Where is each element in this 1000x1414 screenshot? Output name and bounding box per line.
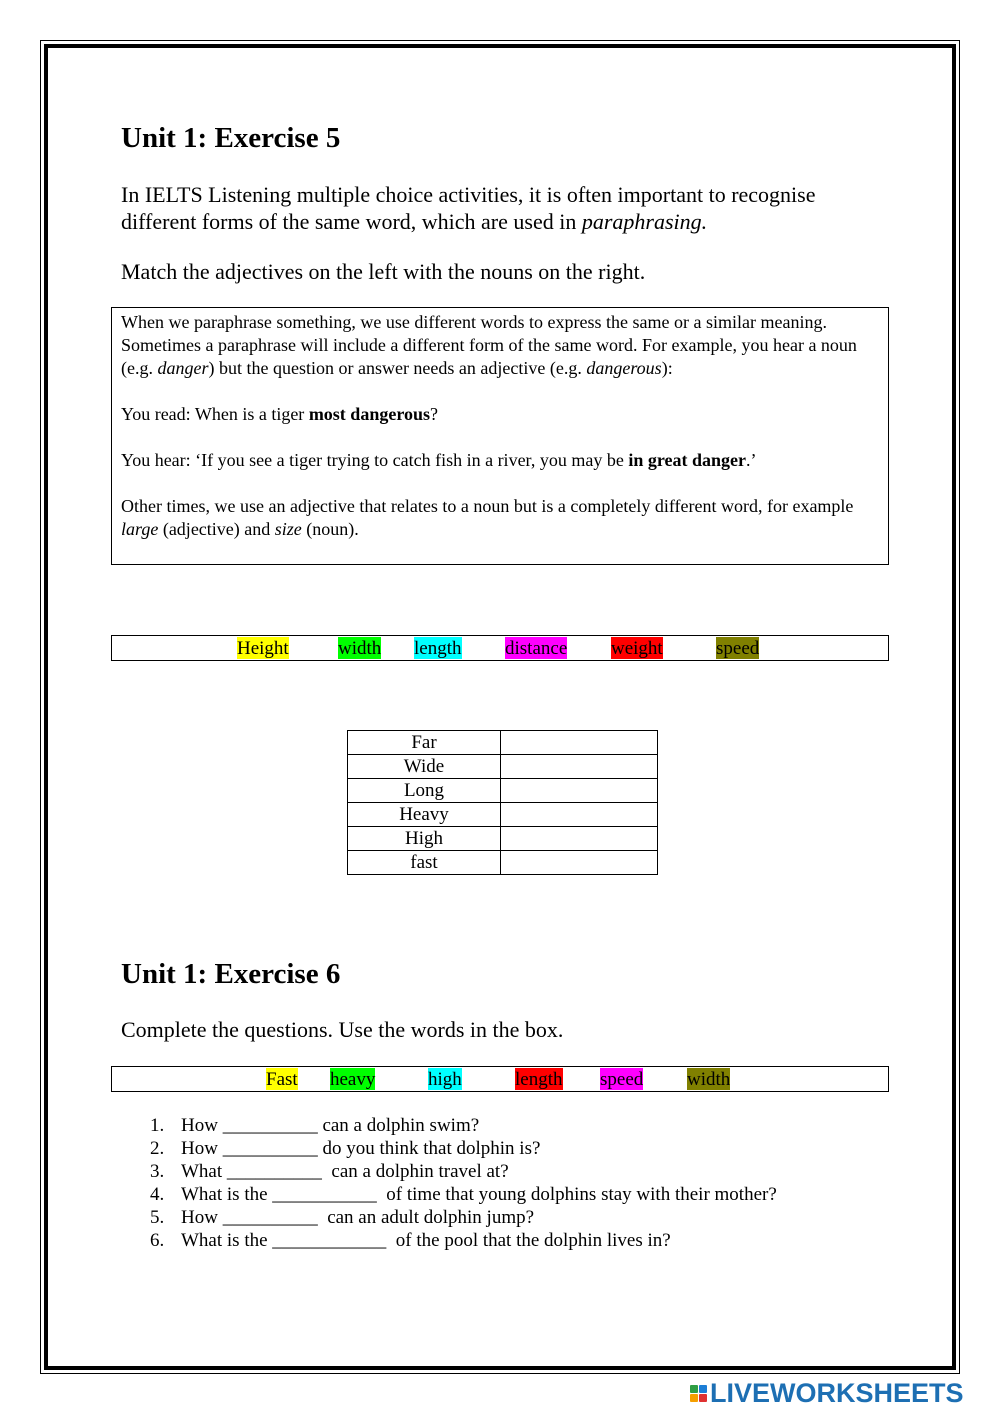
exercise5-title: Unit 1: Exercise 5 <box>121 122 341 154</box>
intro-line-1: In IELTS Listening multiple choice activities, it is often important to recognise <box>121 182 816 207</box>
question-list <box>150 1114 777 1252</box>
info-p1-text-b: ) but the question or answer needs an adjective (e.g. <box>208 358 587 378</box>
answer-drop-cell[interactable] <box>501 755 658 779</box>
info-p1-text-c: ): <box>661 358 673 378</box>
list-item <box>150 1206 777 1229</box>
answer-drop-cell[interactable] <box>501 851 658 875</box>
answer-drop-cell[interactable] <box>501 803 658 827</box>
question-number: 4. <box>150 1184 165 1205</box>
adjective-cell: Far <box>348 731 501 755</box>
info-p4-italic-large: large <box>121 519 159 539</box>
adjective-cell: fast <box>348 851 501 875</box>
exercise5-instruction: Match the adjectives on the left with the nouns on the right. <box>121 259 646 284</box>
table-row <box>348 851 658 875</box>
adjective-cell: Heavy <box>348 803 501 827</box>
word-chip[interactable]: width <box>687 1069 731 1090</box>
table-row <box>348 827 658 851</box>
question-text[interactable]: How __________ do you think that dolphin is? <box>181 1138 541 1159</box>
info-p2-text-c: ? <box>430 404 438 424</box>
adjective-cell: Wide <box>348 755 501 779</box>
info-p2-bold: most dangerous <box>308 404 430 424</box>
info-p3-text-c: .’ <box>745 450 757 470</box>
word-chip[interactable]: distance <box>505 638 568 659</box>
info-p1-italic-danger: danger <box>157 358 209 378</box>
question-number: 3. <box>150 1161 165 1182</box>
question-number: 5. <box>150 1207 165 1228</box>
list-item <box>150 1137 777 1160</box>
answer-drop-cell[interactable] <box>501 731 658 755</box>
info-p3-bold: in great danger <box>628 450 746 470</box>
word-chip[interactable]: length <box>515 1069 563 1090</box>
word-chip[interactable]: high <box>428 1069 462 1090</box>
word-chip[interactable]: Fast <box>266 1069 298 1090</box>
question-text[interactable]: What __________ can a dolphin travel at? <box>181 1161 509 1182</box>
exercise5-word-box <box>111 635 889 661</box>
word-chip[interactable]: heavy <box>330 1069 376 1090</box>
info-p4-text-b: (adjective) and <box>158 519 275 539</box>
intro-paraphrasing-italic: paraphrasing. <box>581 209 708 234</box>
intro-line-2 <box>121 208 891 235</box>
paraphrase-info-box <box>111 307 889 565</box>
word-chip[interactable]: length <box>414 638 462 659</box>
adjective-cell: Long <box>348 779 501 803</box>
table-row <box>348 731 658 755</box>
info-p3-text-a: You hear: ‘If you see a tiger trying to catch fish in a river, you may be <box>121 450 629 470</box>
list-item <box>150 1183 777 1206</box>
list-item <box>150 1160 777 1183</box>
answer-drop-cell[interactable] <box>501 827 658 851</box>
liveworksheets-logo-text: LIVEWORKSHEETS <box>710 1377 964 1408</box>
info-paragraph-2 <box>121 403 879 426</box>
question-number: 1. <box>150 1115 165 1136</box>
info-p1-text-a: When we paraphrase something, we use different words to express the same or a similar meaning. Sometimes a paraphrase will include a different form of the same word. For example, you hear a noun (e.g. <box>121 312 857 378</box>
info-p4-italic-size: size <box>274 519 302 539</box>
logo-icon-square <box>699 1385 707 1393</box>
question-text[interactable]: What is the ___________ of time that young dolphins stay with their mother? <box>181 1184 777 1205</box>
list-item <box>150 1229 777 1252</box>
info-p4-text-c: (noun). <box>301 519 359 539</box>
question-text[interactable]: How __________ can an adult dolphin jump? <box>181 1207 535 1228</box>
question-text[interactable]: What is the ____________ of the pool that the dolphin lives in? <box>181 1230 671 1251</box>
question-number: 6. <box>150 1230 165 1251</box>
word-chip[interactable]: speed <box>716 638 760 659</box>
info-p4-text-a: Other times, we use an adjective that relates to a noun but is a completely different word, for example <box>121 496 854 516</box>
word-chip[interactable]: Height <box>237 638 289 659</box>
answer-drop-cell[interactable] <box>501 779 658 803</box>
info-paragraph-4 <box>121 495 879 541</box>
info-p1-italic-dangerous: dangerous <box>586 358 662 378</box>
exercise6-word-box <box>111 1066 889 1092</box>
liveworksheets-logo-icon <box>690 1385 707 1402</box>
info-p2-text-a: You read: When is a tiger <box>121 404 309 424</box>
word-chip[interactable]: speed <box>600 1069 644 1090</box>
liveworksheets-logo <box>690 1378 964 1408</box>
exercise6-title: Unit 1: Exercise 6 <box>121 958 341 990</box>
exercise5-intro <box>121 181 891 235</box>
exercise6-instruction: Complete the questions. Use the words in the box. <box>121 1017 564 1042</box>
logo-icon-square <box>699 1394 707 1402</box>
word-chip[interactable]: weight <box>611 638 663 659</box>
table-row <box>348 779 658 803</box>
question-number: 2. <box>150 1138 165 1159</box>
list-item <box>150 1114 777 1137</box>
logo-icon-square <box>690 1394 698 1402</box>
info-paragraph-1 <box>121 311 879 380</box>
question-text[interactable]: How __________ can a dolphin swim? <box>181 1115 480 1136</box>
table-row <box>348 755 658 779</box>
info-paragraph-3 <box>121 449 879 472</box>
table-row <box>348 803 658 827</box>
intro-line-2-text: different forms of the same word, which are used in <box>121 209 582 234</box>
word-chip[interactable]: width <box>338 638 382 659</box>
logo-icon-square <box>690 1385 698 1393</box>
matching-table <box>347 730 658 875</box>
adjective-cell: High <box>348 827 501 851</box>
